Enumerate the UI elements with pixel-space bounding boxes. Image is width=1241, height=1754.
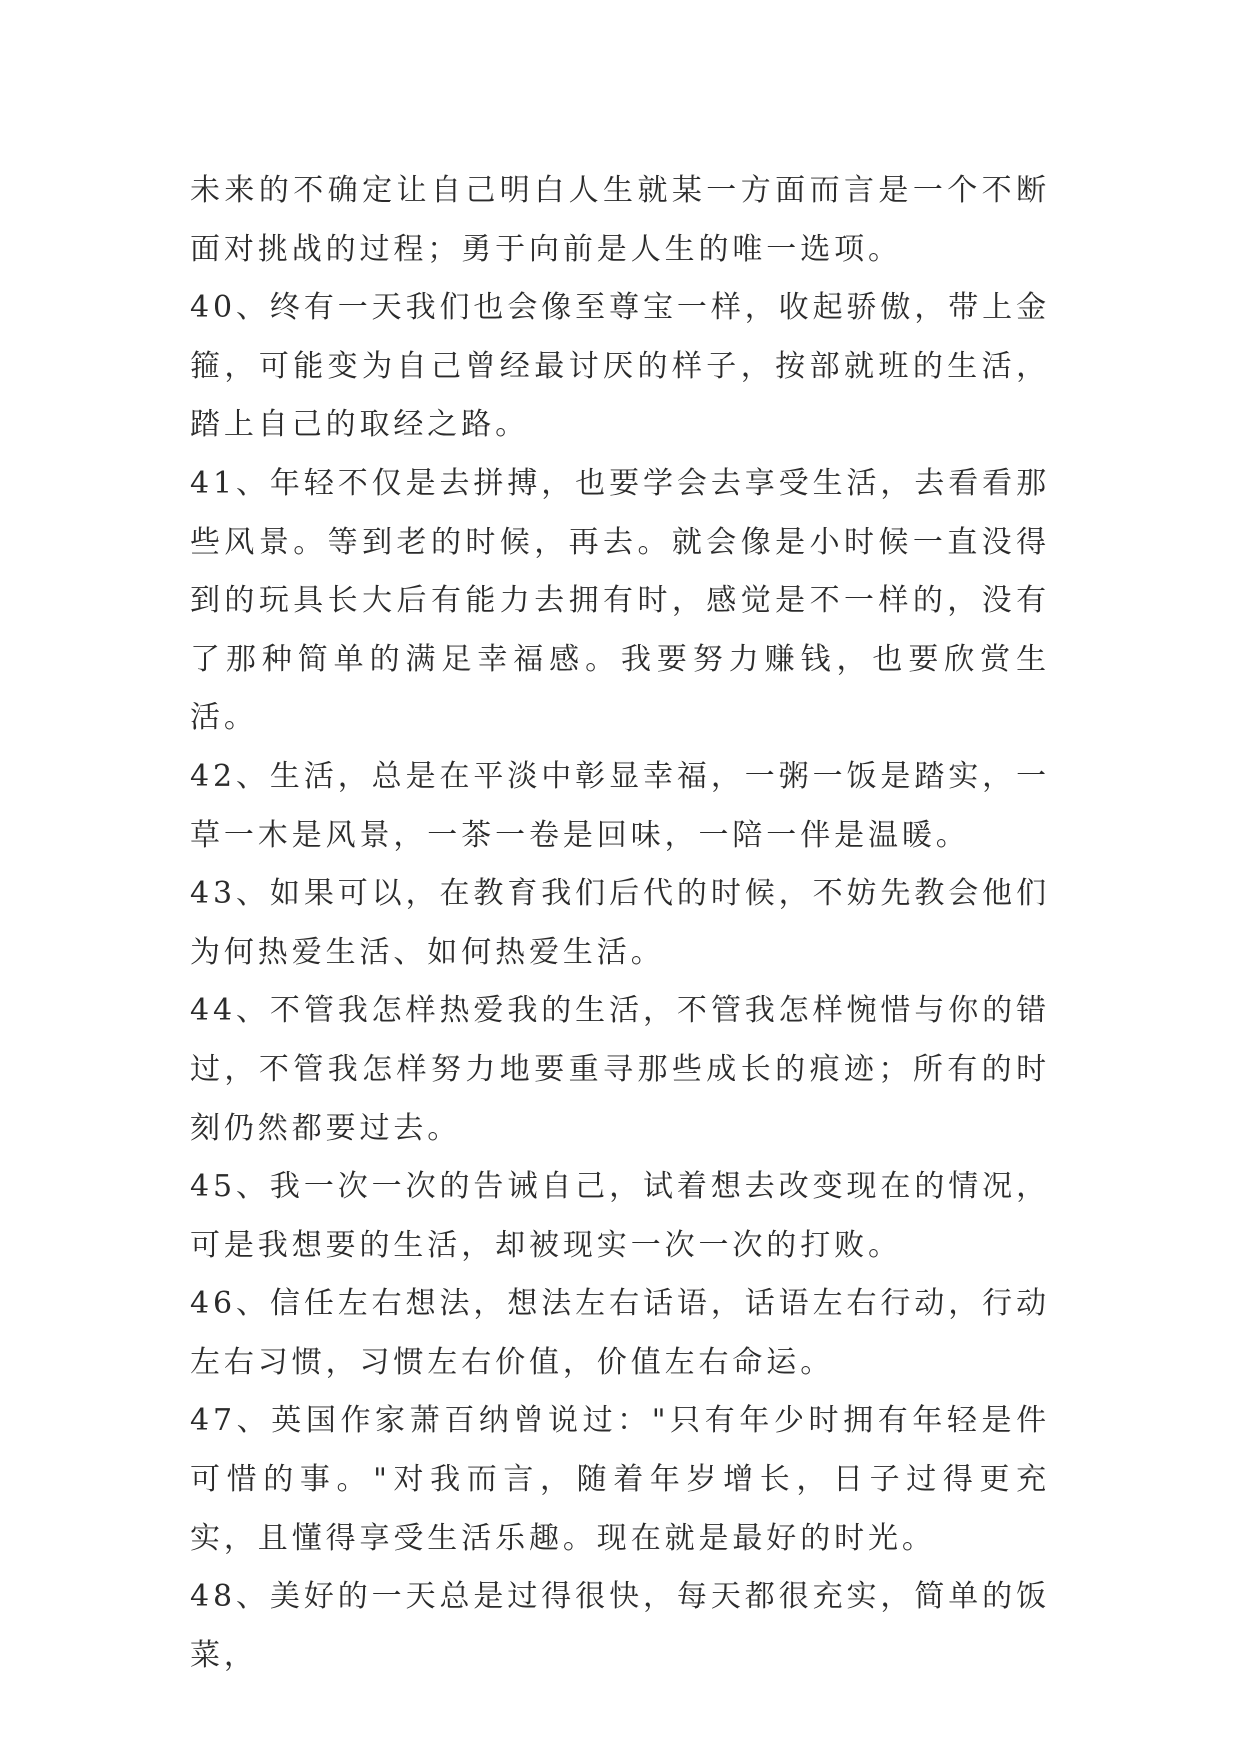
paragraph: 46、信任左右想法，想法左右话语，话语左右行动，行动左右习惯，习惯左右价值，价值左右命运。: [190, 1286, 1050, 1380]
paragraph: 42、生活，总是在平淡中彰显幸福，一粥一饭是踏实，一草一木是风景，一茶一卷是回味，一陪一伴是温暖。: [190, 758, 1050, 853]
document-body: [190, 162, 1050, 1685]
paragraph: 41、年轻不仅是去拼搏，也要学会去享受生活，去看看那些风景。等到老的时候，再去。就会像是小时候一直没得到的玩具长大后有能力去拥有时，感觉是不一样的，没有了那种简单的满足幸福感。我要努力赚钱，也要欣赏生活。: [190, 465, 1050, 736]
paragraph: 未来的不确定让自己明白人生就某一方面而言是一个不断面对挑战的过程；勇于向前是人生的唯一选项。: [190, 173, 1050, 267]
paragraph: 47、英国作家萧百纳曾说过："只有年少时拥有年轻是件可惜的事。"对我而言，随着年岁增长，日子过得更充实，且懂得享受生活乐趣。现在就是最好的时光。: [190, 1403, 1050, 1556]
paragraph: 48、美好的一天总是过得很快，每天都很充实，简单的饭菜，: [190, 1579, 1050, 1673]
paragraph: 45、我一次一次的告诫自己，试着想去改变现在的情况，可是我想要的生活，却被现实一次一次的打败。: [190, 1169, 1050, 1263]
paragraph: 40、终有一天我们也会像至尊宝一样，收起骄傲，带上金箍，可能变为自己曾经最讨厌的样子，按部就班的生活，踏上自己的取经之路。: [190, 290, 1050, 443]
paragraph: 43、如果可以，在教育我们后代的时候，不妨先教会他们为何热爱生活、如何热爱生活。: [190, 876, 1050, 970]
paragraph: 44、不管我怎样热爱我的生活，不管我怎样惋惜与你的错过，不管我怎样努力地要重寻那些成长的痕迹；所有的时刻仍然都要过去。: [190, 993, 1050, 1146]
